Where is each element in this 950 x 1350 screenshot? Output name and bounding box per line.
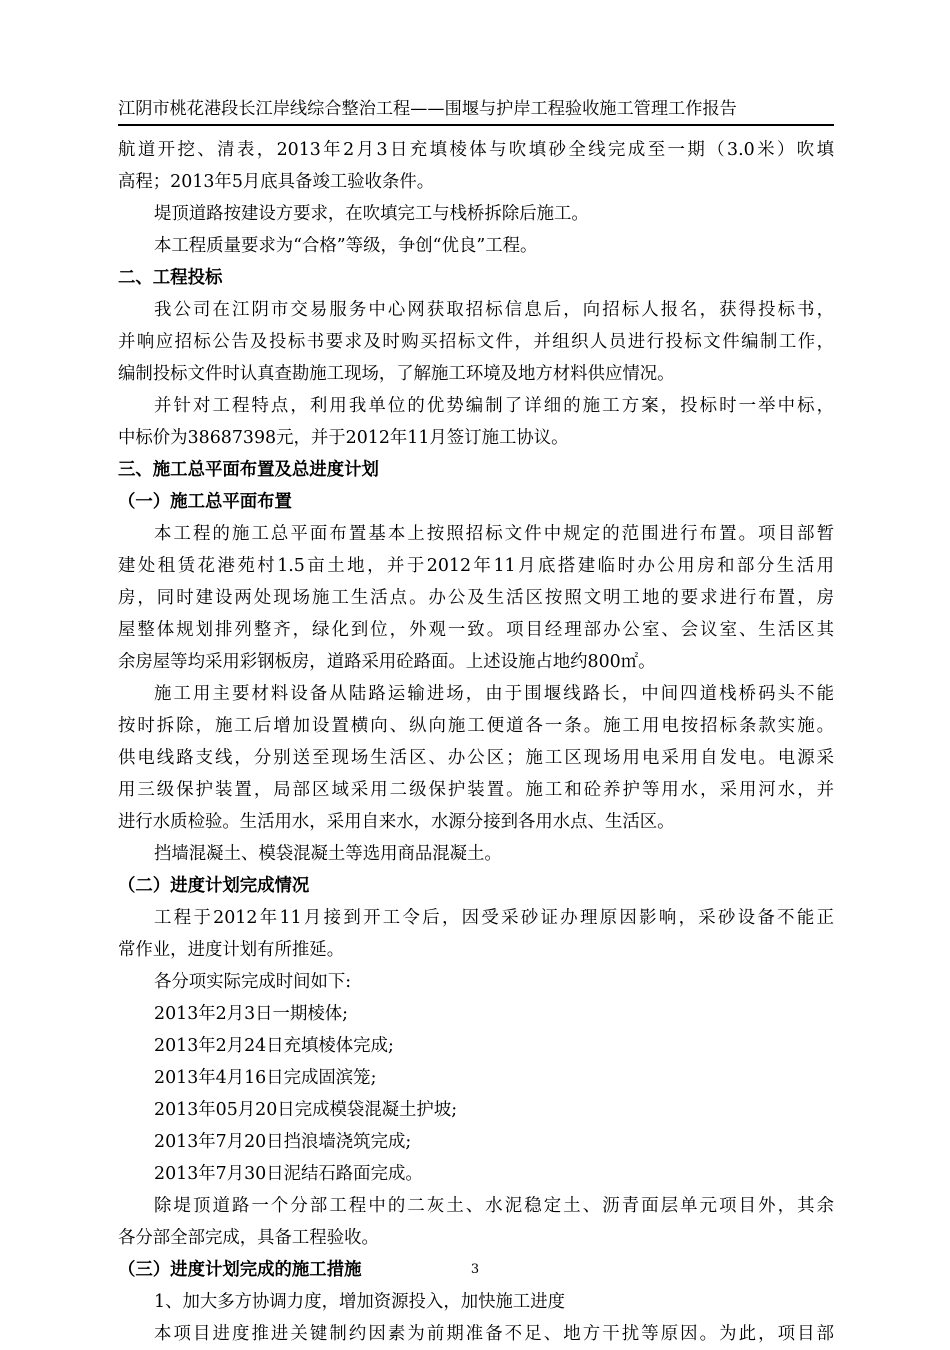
- section-heading: 三、施工总平面布置及总进度计划: [118, 460, 379, 480]
- paragraph-line: 编制投标文件时认真查勘施工现场，了解施工环境及地方材料供应情况。: [118, 364, 675, 384]
- section-heading: （一）施工总平面布置: [118, 492, 292, 512]
- paragraph-line: 屋整体规划排列整齐，绿化到位，外观一致。项目经理部办公室、会议室、生活区其: [118, 620, 834, 640]
- paragraph-line: 2013年2月24日充填棱体完成;: [154, 1036, 394, 1056]
- paragraph-line: 各分项实际完成时间如下:: [154, 972, 352, 992]
- paragraph-line: 建处租赁花港苑村1.5亩土地，并于2012年11月底搭建临时办公用房和部分生活用: [118, 556, 834, 576]
- paragraph-line: 2013年7月30日泥结石路面完成。: [154, 1164, 423, 1184]
- paragraph-line: 2013年7月20日挡浪墙浇筑完成;: [154, 1132, 412, 1152]
- paragraph-line: 2013年4月16日完成固滨笼;: [154, 1068, 377, 1088]
- section-heading: 二、工程投标: [118, 268, 223, 288]
- paragraph-line: 房，同时建设两处现场施工生活点。办公及生活区按照文明工地的要求进行布置，房: [118, 588, 834, 608]
- header-title: 江阴市桃花港段长江岸线综合整治工程——围堰与护岸工程验收施工管理工作报告: [118, 99, 737, 119]
- paragraph-line: 进行水质检验。生活用水，采用自来水，水源分接到各用水点、生活区。: [118, 812, 675, 832]
- header-rule: [118, 124, 834, 126]
- paragraph-line: 本项目进度推进关键制约因素为前期准备不足、地方干扰等原因。为此，项目部: [154, 1324, 834, 1344]
- paragraph-line: 堤顶道路按建设方要求，在吹填完工与栈桥拆除后施工。: [154, 204, 589, 224]
- paragraph-line: 工程于2012年11月接到开工令后，因受采砂证办理原因影响，采砂设备不能正: [154, 908, 834, 928]
- paragraph-line: 1、加大多方协调力度，增加资源投入，加快施工进度: [154, 1292, 566, 1312]
- paragraph-line: 用三级保护装置，局部区域采用二级保护装置。施工和砼养护等用水，采用河水，并: [118, 780, 834, 800]
- paragraph-line: 中标价为38687398元，并于2012年11月签订施工协议。: [118, 428, 569, 448]
- paragraph-line: 本工程的施工总平面布置基本上按照招标文件中规定的范围进行布置。项目部暂: [154, 524, 834, 544]
- paragraph-line: 各分部全部完成，具备工程验收。: [118, 1228, 379, 1248]
- page-number: 3: [470, 1262, 480, 1277]
- paragraph-line: 施工用主要材料设备从陆路运输进场，由于围堰线路长，中间四道栈桥码头不能: [154, 684, 834, 704]
- section-heading: （三）进度计划完成的施工措施: [118, 1260, 362, 1280]
- paragraph-line: 并响应招标公告及投标书要求及时购买招标文件，并组织人员进行投标文件编制工作，: [118, 332, 834, 352]
- paragraph-line: 并针对工程特点，利用我单位的优势编制了详细的施工方案，投标时一举中标，: [154, 396, 834, 416]
- paragraph-line: 本工程质量要求为“合格”等级，争创“优良”工程。: [154, 236, 538, 256]
- paragraph-line: 余房屋等均采用彩钢板房，道路采用砼路面。上述设施占地约800㎡。: [118, 652, 656, 672]
- paragraph-line: 除堤顶道路一个分部工程中的二灰土、水泥稳定土、沥青面层单元项目外，其余: [154, 1196, 834, 1216]
- paragraph-line: 2013年2月3日一期棱体;: [154, 1004, 348, 1024]
- paragraph-line: 高程；2013年5月底具备竣工验收条件。: [118, 172, 435, 192]
- body-text: [118, 134, 834, 1350]
- paragraph-line: 航道开挖、清表，2013年2月3日充填棱体与吹填砂全线完成至一期（3.0米）吹填: [118, 140, 834, 160]
- paragraph-line: 供电线路支线，分别送至现场生活区、办公区；施工区现场用电采用自发电。电源采: [118, 748, 834, 768]
- document-header: [118, 97, 833, 121]
- section-heading: （二）进度计划完成情况: [118, 876, 310, 896]
- paragraph-line: 我公司在江阴市交易服务中心网获取招标信息后，向招标人报名，获得投标书，: [154, 300, 834, 320]
- paragraph-line: 按时拆除，施工后增加设置横向、纵向施工便道各一条。施工用电按招标条款实施。: [118, 716, 834, 736]
- paragraph-line: 常作业，进度计划有所推延。: [118, 940, 345, 960]
- paragraph-line: 2013年05月20日完成模袋混凝土护坡;: [154, 1100, 458, 1120]
- paragraph-line: 挡墙混凝土、模袋混凝土等选用商品混凝土。: [154, 844, 502, 864]
